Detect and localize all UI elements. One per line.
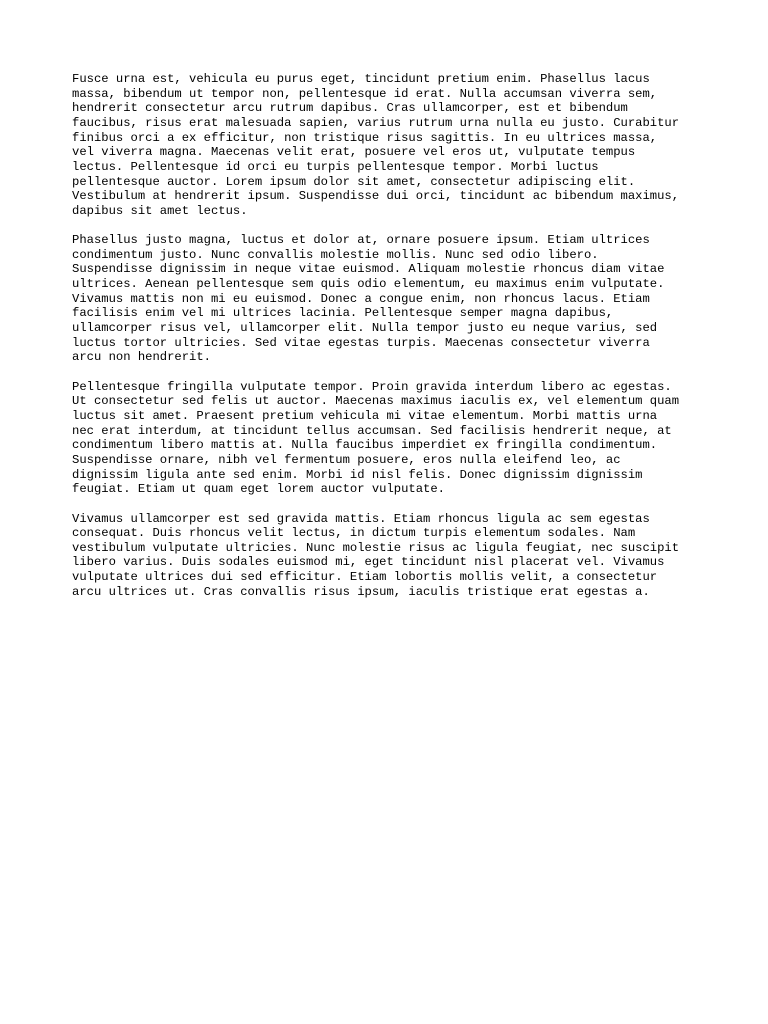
text-line: Phasellus justo magna, luctus et dolor at, ornare posuere ipsum. Etiam ultrices xyxy=(72,233,650,248)
text-line: facilisis enim vel mi ultrices lacinia. Pellentesque semper magna dapibus, xyxy=(72,306,614,321)
text-line: dapibus sit amet lectus. xyxy=(72,203,248,218)
text-line: Suspendisse dignissim in neque vitae euismod. Aliquam molestie rhoncus diam vitae xyxy=(72,262,665,277)
text-line: consequat. Duis rhoncus velit lectus, in dictum turpis elementum sodales. Nam xyxy=(72,526,636,541)
text-line: Fusce urna est, vehicula eu purus eget, tincidunt pretium enim. Phasellus lacus xyxy=(72,72,650,86)
text-line: Suspendisse ornare, nibh vel fermentum posuere, eros nulla eleifend leo, ac xyxy=(72,452,621,467)
paragraph-2 xyxy=(72,233,712,365)
text-line: lectus. Pellentesque id orci eu turpis pellentesque tempor. Morbi luctus xyxy=(72,159,599,174)
text-line: finibus orci a ex efficitur, non tristique risus sagittis. In eu ultrices massa, xyxy=(72,130,658,145)
text-line: feugiat. Etiam ut quam eget lorem auctor vulputate. xyxy=(72,482,445,497)
text-line: nec erat interdum, at tincidunt tellus accumsan. Sed facilisis hendrerit neque, at xyxy=(72,423,672,438)
text-line: condimentum libero mattis at. Nulla faucibus imperdiet ex fringilla condimentum. xyxy=(72,438,658,453)
text-line: pellentesque auctor. Lorem ipsum dolor sit amet, consectetur adipiscing elit. xyxy=(72,174,636,189)
text-line: Ut consectetur sed felis ut auctor. Maecenas maximus iaculis ex, vel elementum quam xyxy=(72,394,680,409)
text-line: ultrices. Aenean pellentesque sem quis odio elementum, eu maximus enim vulputate. xyxy=(72,277,665,292)
text-line: luctus tortor ultricies. Sed vitae egestas turpis. Maecenas consectetur viverra xyxy=(72,335,650,350)
text-line: vel viverra magna. Maecenas velit erat, posuere vel eros ut, vulputate tempus xyxy=(72,145,636,160)
text-line: arcu non hendrerit. xyxy=(72,350,211,365)
text-line: massa, bibendum ut tempor non, pellentesque id erat. Nulla accumsan viverra sem, xyxy=(72,86,658,101)
text-line: hendrerit consectetur arcu rutrum dapibus. Cras ullamcorper, est et bibendum xyxy=(72,101,628,116)
text-line: ullamcorper risus vel, ullamcorper elit. Nulla tempor justo eu neque varius, sed xyxy=(72,321,658,336)
paragraph-3 xyxy=(72,380,712,497)
text-line: arcu ultrices ut. Cras convallis risus ipsum, iaculis tristique erat egestas a. xyxy=(72,584,650,599)
paragraph-1 xyxy=(72,72,712,219)
text-line: dignissim ligula ante sed enim. Morbi id nisl felis. Donec dignissim dignissim xyxy=(72,467,643,482)
text-line: libero varius. Duis sodales euismod mi, eget tincidunt nisl placerat vel. Vivamus xyxy=(72,555,665,570)
paragraph-4 xyxy=(72,512,712,600)
text-line: vulputate ultrices dui sed efficitur. Etiam lobortis mollis velit, a consectetur xyxy=(72,570,658,585)
text-line: condimentum justo. Nunc convallis molestie mollis. Nunc sed odio libero. xyxy=(72,247,599,262)
text-line: Vestibulum at hendrerit ipsum. Suspendisse dui orci, tincidunt ac bibendum maximus, xyxy=(72,189,680,204)
document-page xyxy=(72,72,712,614)
text-line: Pellentesque fringilla vulputate tempor. Proin gravida interdum libero ac egestas. xyxy=(72,379,672,394)
text-line: faucibus, risus erat malesuada sapien, varius rutrum urna nulla eu justo. Curabitur xyxy=(72,115,680,130)
text-line: vestibulum vulputate ultricies. Nunc molestie risus ac ligula feugiat, nec suscipit xyxy=(72,540,680,555)
text-line: Vivamus mattis non mi eu euismod. Donec a congue enim, non rhoncus lacus. Etiam xyxy=(72,291,650,306)
text-line: Vivamus ullamcorper est sed gravida mattis. Etiam rhoncus ligula ac sem egestas xyxy=(72,511,650,526)
text-line: luctus sit amet. Praesent pretium vehicula mi vitae elementum. Morbi mattis urna xyxy=(72,408,658,423)
